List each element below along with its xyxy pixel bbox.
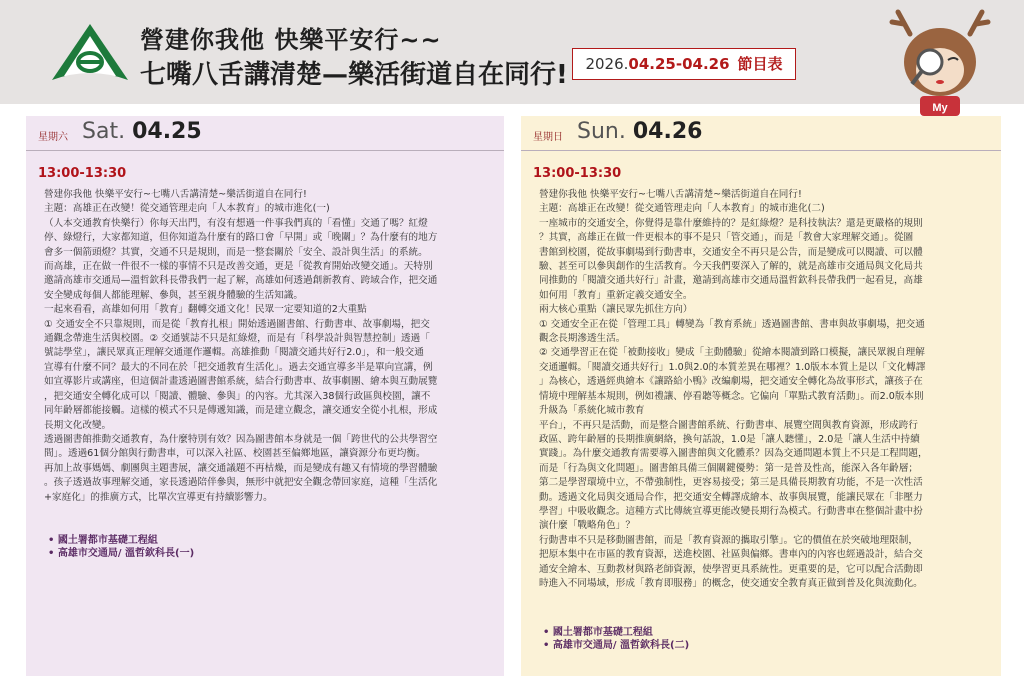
description-line: 安全變成每個人都能理解、參與，甚至親身體驗的生活知識。: [44, 289, 304, 301]
description-line: 同年齡層都能接觸。這樣的模式不只是傳遞知識，而是建立觀念，讓交通安全從小扎根，形成: [44, 405, 438, 417]
date-year: 2026.: [585, 55, 629, 73]
logo-icon: [50, 22, 130, 84]
description-line: ？其實，高雄正在做一件更根本的事不是只「管交通」，而是「教會大家理解交通」。從圖: [539, 232, 914, 244]
description-line: 時進入不同場域，形成「教育即服務」的概念，使交通安全教育真正做到普及化與流動化。: [539, 577, 923, 589]
description-line: 通安全繪本、互動教材與路老師資源，使學習更具系統性。更重要的是，它可以配合活動即: [539, 563, 923, 575]
description-line: ② 交通學習正在從「被動接收」變成「主動體驗」從繪本閱讀到路口模擬，讓民眾親自理解: [539, 347, 925, 359]
date-label: 節目表: [737, 55, 783, 73]
session-description: [539, 188, 928, 591]
description-line: 」為核心，透過經典繪本《讓路給小鴨》改編劇場，把交通安全轉化為故事形式，讓孩子在: [539, 376, 923, 388]
description-line: 而是「行為與文化問題」。圖書館具備三個關鍵優勢：第一是普及性高，能深入各年齡層；: [539, 462, 918, 474]
day-date-label: Sun. 04.26: [577, 119, 703, 144]
description-line: ，把交通安全轉化成可以「閱讀、體驗、參與」的內容。尤其深入38個行政區與校園，讓不: [44, 390, 431, 402]
description-line: 實踐」。為什麼交通教育需要導入圖書館與文化體系？因為交通問題本質上不只是工程問題，: [539, 448, 928, 460]
description-line: 號誌學堂」，讓民眾真正理解交通運作邏輯。高雄推動「閱讀交通共好行2.0」，和一般交通: [44, 347, 424, 359]
description-line: 第二是學習環境中立，不帶強制性，更容易接受；第三是具備長期教育功能，不是一次性活: [539, 477, 923, 489]
description-line: 升級為「系統化城市教育: [539, 405, 645, 417]
description-line: +家庭化」的推廣方式，比單次宣導更有持續影響力。: [44, 491, 273, 503]
description-line: 動。透過文化局與交通局合作，把交通安全轉譯成繪本、故事與展覽，能讓民眾在「非壓力: [539, 491, 923, 503]
description-line: 行動書車不只是移動圖書館，而是「教育資源的攜取引擎」。它的價值在於突破地理限制，: [539, 534, 918, 546]
description-line: 如宣導影片或講座，但這個計畫透過圖書館系統，結合行動書車、故事劇團、繪本與互動展覽: [44, 376, 438, 388]
deer-mascot-icon: [880, 4, 1000, 118]
program-title-line1: 營建你我他 快樂平安行~~: [140, 26, 442, 54]
session-credits: [543, 626, 689, 652]
description-line: 學習」中吸收觀念。這種方式比傳統宣導更能改變長期行為模式。行動書車在整個計畫中扮: [539, 505, 923, 517]
description-line: 主題：高雄正在改變！從交通管理走向「人本教育」的城市進化(二): [539, 203, 825, 215]
description-line: 平台」，不再只是活動，而是整合圖書館系統、行動書車、展覽空間與教育資源，形成跨行: [539, 419, 918, 431]
description-line: 。孩子透過故事理解交通，家長透過陪伴參與，無形中就把安全觀念帶回家庭，這種「生活化: [44, 477, 438, 489]
description-line: 觀念長期滲透生活。: [539, 333, 626, 345]
day-column-sunday: [521, 116, 1001, 676]
session-time: 13:00-13:30: [533, 166, 622, 181]
description-line: 如何用「教育」重新定義交通安全。: [539, 289, 693, 301]
description-line: 營建你我他 快樂平安行~七嘴八舌講清楚~樂活街道自在同行!: [44, 189, 307, 200]
day-date-label: Sat. 04.25: [82, 119, 202, 144]
description-line: 再加上故事媽媽、劇團與主題書展，讓交通議題不再枯燥，而是變成有趣又有情境的學習體驗: [44, 462, 438, 474]
description-line: 通觀念帶進生活與校園。② 交通號誌不只是紅綠燈，而是有「科學設計與智慧控制」透過「: [44, 333, 430, 345]
header-banner: [0, 0, 1024, 114]
credit-item: • 高雄市交通局/ 溫哲欽科長(一): [48, 547, 194, 560]
schedule-date-box: [572, 48, 796, 80]
description-line: 書館到校園，從故事劇場到行動書車，交通安全不再只是公告，而是變成可以閱讀、可以體: [539, 246, 923, 258]
description-line: ① 交通安全正在從「管理工具」轉變為「教育系統」透過圖書館、書車與故事劇場，把交通: [539, 318, 925, 330]
day-column-saturday: [26, 116, 504, 676]
description-line: ① 交通安全不只靠規則，而是從「教育扎根」開始透過圖書館、行動書車、故事劇場，把交: [44, 318, 430, 330]
session-time: 13:00-13:30: [38, 166, 127, 181]
description-line: 驗、甚至可以參與創作的生活教育。今天我們要深入了解的，就是高雄市交通局與文化局共: [539, 261, 923, 273]
description-line: 停、綠燈行，大家都知道，但你知道為什麼有的路口會「早開」或「晚關」？為什麼有的地方: [44, 232, 438, 244]
description-line: 把原本集中在市區的教育資源，送進校園、社區與偏鄉。書車內的內容也經過設計，結合交: [539, 549, 923, 561]
description-line: 會多一個箭頭燈？其實，交通不只是規則，而是一整套關於「安全、設計與生活」的系統。: [44, 246, 428, 258]
description-line: 兩大核心重點（讓民眾先抓住方向）: [539, 304, 693, 316]
description-line: 邀請高雄市交通局—溫哲欽科長帶我們一起了解，高雄如何透過創新教育、跨域合作，把交通: [44, 275, 438, 287]
description-line: 而高雄，正在做一件很不一樣的事情不只是改善交通，更是「從教育開始改變交通」。天特別: [44, 261, 433, 273]
description-line: 宣導有什麼不同？最大的不同在於「把交通教育生活化」。過去交通宣導多半是單向宣講，例: [44, 361, 433, 373]
session-description: [44, 188, 437, 505]
description-line: 營建你我他 快樂平安行~七嘴八舌講清楚~樂活街道自在同行!: [539, 189, 802, 200]
mascot-badge: My: [932, 102, 948, 114]
day-header: [521, 116, 1001, 151]
description-line: 主題：高雄正在改變！從交通管理走向「人本教育」的城市進化(一): [44, 203, 330, 215]
description-line: 交通邏輯。「閱讀交通共好行」1.0與2.0的本質差異在哪裡？1.0版本本質上是以「文化轉譯: [539, 361, 926, 373]
description-line: 情境中理解基本規則，例如禮讓、停看聽等概念。它偏向「單點式教育活動」。而2.0版本則: [539, 390, 924, 402]
description-line: 間」。透過61個分館與行動書車，可以深入社區、校園甚至偏鄉地區，讓資源分布更均衡。: [44, 448, 426, 460]
day-header: [26, 116, 504, 151]
date-range: 04.25-04.26: [628, 55, 730, 73]
description-line: 同推動的「閱讀交通共好行」計畫，邀請到高雄市交通局溫哲欽科長帶我們一起看見，高雄: [539, 275, 923, 287]
description-line: 長期文化改變。: [44, 419, 112, 431]
program-title-line2: 七嘴八舌講清楚—樂活街道自在同行!: [140, 60, 568, 90]
description-line: 透過圖書館推動交通教育，為什麼特別有效？因為圖書館本身就是一個「跨世代的公共學習空: [44, 433, 438, 445]
session-credits: [48, 534, 194, 560]
credit-item: • 國土署都市基礎工程組: [48, 534, 194, 547]
description-line: （人本交通教育快樂行）你每天出門，有沒有想過一件事我們真的「看懂」交通了嗎？紅燈: [44, 217, 428, 229]
description-line: 政區、跨年齡層的長期推廣網絡，換句話說，1.0是「讓人聽懂」，2.0是「讓人生活中持續: [539, 433, 920, 445]
description-line: 一起來看看，高雄如何用「教育」翻轉交通文化！民眾一定要知道的2大重點: [44, 304, 367, 316]
weekday-label: 星期六: [38, 132, 68, 143]
credit-item: • 高雄市交通局/ 溫哲欽科長(二): [543, 639, 689, 652]
description-line: 一座城市的交通安全，你覺得是靠什麼維持的？是紅綠燈？是科技執法？還是更嚴格的規則: [539, 217, 923, 229]
weekday-label: 星期日: [533, 132, 563, 143]
credit-item: • 國土署都市基礎工程組: [543, 626, 689, 639]
description-line: 演什麼「戰略角色」？: [539, 520, 635, 532]
